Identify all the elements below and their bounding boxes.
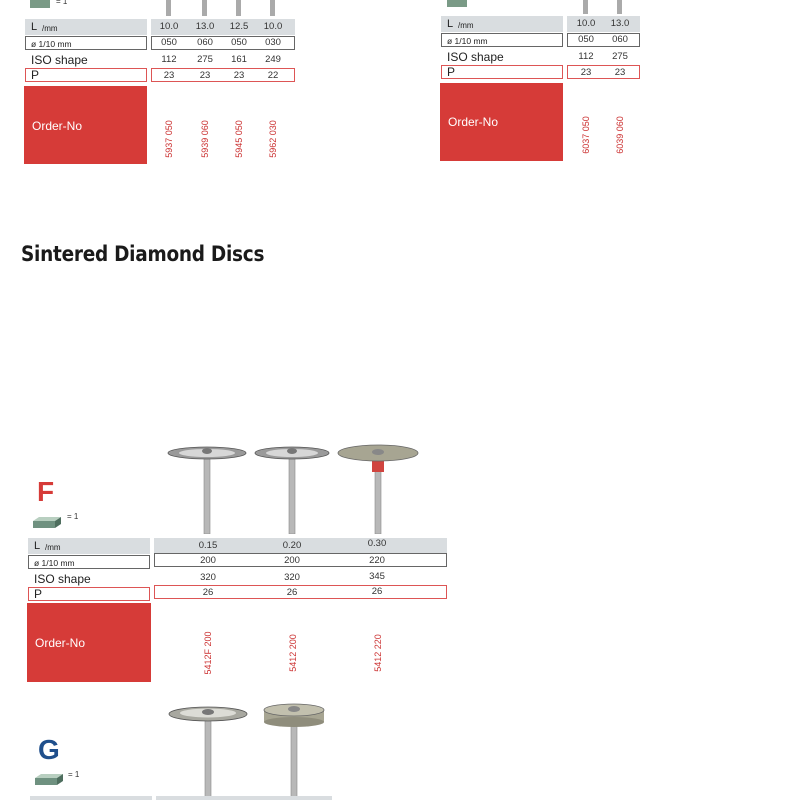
- diameter-label: ø 1/10 mm: [447, 36, 488, 46]
- p-value: 23: [199, 70, 211, 81]
- block-quantity-icon: [35, 772, 63, 784]
- order-number: 5962 030: [268, 120, 278, 158]
- length-value: 13.0: [610, 18, 630, 29]
- disc-bur-image: [260, 700, 328, 800]
- disc-bur-image: [336, 440, 420, 534]
- bur-shank: [617, 0, 622, 14]
- iso-shape-label: ISO shape: [34, 572, 91, 586]
- p-value: 23: [580, 67, 592, 78]
- disc-bur-image: [252, 440, 332, 534]
- length-value: 12.5: [229, 21, 249, 32]
- p-label: P: [447, 65, 456, 79]
- p-row: [28, 587, 150, 601]
- diameter-value: 060: [197, 37, 213, 48]
- order-number-box: [440, 83, 563, 161]
- diameter-value: 200: [284, 555, 300, 566]
- length-value: 0.15: [198, 540, 218, 551]
- diameter-value: 050: [578, 34, 594, 45]
- block-quantity-icon: [30, 0, 50, 8]
- p-row: [441, 65, 563, 79]
- diameter-label: ø 1/10 mm: [34, 558, 75, 568]
- order-number-box: [27, 603, 151, 682]
- quantity-label: = 1: [56, 0, 68, 6]
- diameter-label: ø 1/10 mm: [31, 39, 72, 49]
- p-value: 23: [233, 70, 245, 81]
- order-number: 6037 050: [581, 116, 591, 154]
- diameter-value: 200: [200, 555, 216, 566]
- length-value: 10.0: [576, 18, 596, 29]
- p-value: 26: [202, 587, 214, 598]
- length-value: 13.0: [195, 21, 215, 32]
- iso-shape-label: ISO shape: [447, 50, 504, 64]
- bur-shank: [236, 0, 241, 16]
- iso-value: 345: [369, 571, 385, 582]
- iso-value: 161: [231, 54, 247, 65]
- iso-value: 112: [578, 51, 594, 62]
- diameter-value: 050: [231, 37, 247, 48]
- order-number-label: Order-No: [32, 119, 83, 133]
- quantity-label: = 1: [67, 512, 79, 521]
- group-letter: F: [37, 476, 55, 507]
- p-value: 26: [371, 586, 383, 597]
- block-quantity-icon: [447, 0, 467, 7]
- group-letter: G: [38, 734, 60, 765]
- iso-value: 320: [284, 572, 300, 583]
- p-label: P: [34, 587, 43, 601]
- p-value: 23: [614, 67, 626, 78]
- block-quantity-icon: [33, 515, 61, 527]
- p-value: 23: [163, 70, 175, 81]
- length-label: L: [31, 21, 38, 33]
- iso-value: 249: [265, 54, 281, 65]
- p-label: P: [31, 68, 40, 82]
- length-value: 10.0: [159, 21, 179, 32]
- length-label: L: [447, 18, 454, 30]
- length-label: L: [34, 540, 41, 552]
- disc-bur-image: [166, 700, 250, 800]
- iso-shape-label: ISO shape: [31, 53, 88, 67]
- order-number: 5412 200: [288, 634, 298, 672]
- order-number-label: Order-No: [35, 636, 86, 650]
- length-unit-label: /mm: [458, 21, 474, 30]
- order-number: 5939 060: [200, 120, 210, 158]
- quantity-label: = 1: [68, 770, 80, 779]
- order-number: 5412 220: [373, 634, 383, 672]
- length-value: 0.20: [282, 540, 302, 551]
- bur-shank: [166, 0, 171, 16]
- bur-shank: [270, 0, 275, 16]
- iso-value: 320: [200, 572, 216, 583]
- order-number-box: [24, 86, 147, 164]
- diameter-value: 050: [161, 37, 177, 48]
- order-number: 5937 050: [164, 120, 174, 158]
- iso-value: 112: [161, 54, 177, 65]
- iso-value: 275: [197, 54, 213, 65]
- diameter-value: 060: [612, 34, 628, 45]
- diameter-value: 030: [265, 37, 281, 48]
- order-number: 5412F 200: [203, 631, 213, 675]
- order-number: 5945 050: [234, 120, 244, 158]
- iso-value: 275: [612, 51, 628, 62]
- length-unit-label: /mm: [42, 24, 58, 33]
- length-value: 0.30: [367, 538, 387, 549]
- bur-shank: [202, 0, 207, 16]
- bur-shank: [583, 0, 588, 14]
- order-number: 6039 060: [615, 116, 625, 154]
- length-unit-label: /mm: [45, 543, 61, 552]
- order-number-label: Order-No: [448, 115, 499, 129]
- disc-bur-image: [165, 440, 249, 534]
- length-value: 10.0: [263, 21, 283, 32]
- p-value: 26: [286, 587, 298, 598]
- length-row: [30, 796, 152, 800]
- diameter-value: 220: [369, 555, 385, 566]
- length-values-row: [156, 796, 332, 800]
- p-value: 22: [267, 70, 279, 81]
- p-row: [25, 68, 147, 82]
- section-title: Sintered Diamond Discs: [21, 242, 265, 266]
